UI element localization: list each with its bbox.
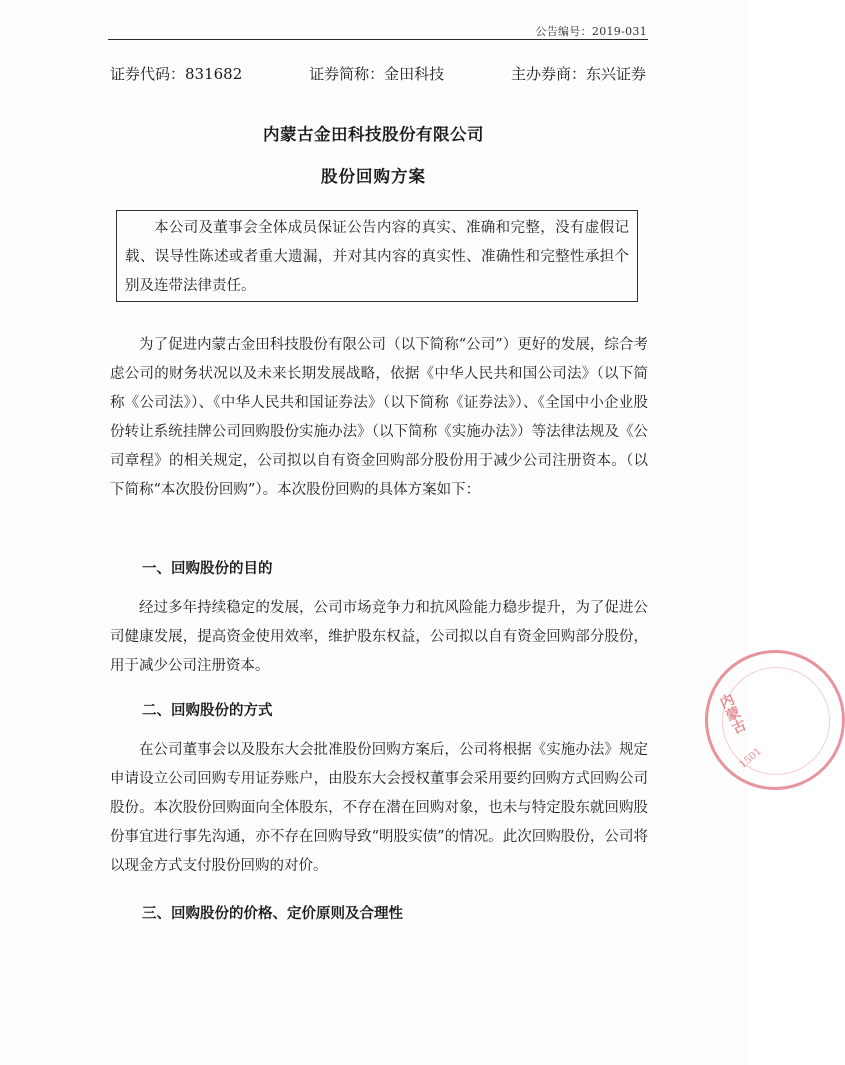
section-heading-2: 二、回购股份的方式 — [142, 702, 273, 719]
section-text-1: 经过多年持续稳定的发展，公司市场竞争力和抗风险能力稳步提升，为了促进公司健康发展，提高资金使用效率，维护股东权益，公司拟以自有资金回购部分股份，用于减少公司注册资本。 — [110, 600, 648, 674]
company-title: 内蒙古金田科技股份有限公司 — [263, 125, 484, 144]
section-heading-1: 一、回购股份的目的 — [142, 560, 273, 577]
company-seal — [705, 650, 845, 790]
section-heading-3: 三、回购股份的价格、定价原则及合理性 — [142, 905, 403, 922]
broker-name: 主办券商：东兴证券 — [510, 65, 646, 83]
stock-name: 证券简称：金田科技 — [309, 65, 445, 83]
stock-info-row — [110, 63, 646, 84]
disclaimer-notice: 本公司及董事会全体成员保证公告内容的真实、准确和完整，没有虚假记载、误导性陈述或者重大遗漏，并对其内容的真实性、准确性和完整性承担个别及连带法律责任。 — [116, 210, 638, 302]
stock-code: 证券代码：831682 — [110, 65, 243, 83]
section-text-2: 在公司董事会以及股东大会批准股份回购方案后，公司将根据《实施办法》规定申请设立公司回购专用证券账户，由股东大会授权董事会采用要约回购方式回购公司股份。本次股份回购面向全体股东，不存在潜在回购对象，也未与特定股东就回购股份事宜进行事先沟通，亦不存在回购导致“明股实债”的情况。此次回购股份，公司将以现金方式支付股份回购的对价。 — [110, 742, 648, 874]
seal-text: 内蒙古 — [715, 691, 749, 737]
seal-number: 1501 — [737, 746, 765, 771]
announcement-number: 公告编号：2019-031 — [535, 25, 647, 38]
header-rule — [108, 39, 648, 40]
document-title: 股份回购方案 — [321, 167, 426, 186]
intro-paragraph: 为了促进内蒙古金田科技股份有限公司（以下简称“公司”）更好的发展，综合考虑公司的财务状况以及未来长期发展战略，依据《中华人民共和国公司法》（以下简称《公司法》）、《中华人民共和国证券法》（以下简称《证券法》）、《全国中小企业股份转让系统挂牌公司回购股份实施办法》（以下简称《实施办法》）等法律法规及《公司章程》的相关规定，公司拟以自有资金回购部分股份用于减少公司注册资本。（以下简称“本次股份回购”）。本次股份回购的具体方案如下： — [110, 337, 648, 498]
